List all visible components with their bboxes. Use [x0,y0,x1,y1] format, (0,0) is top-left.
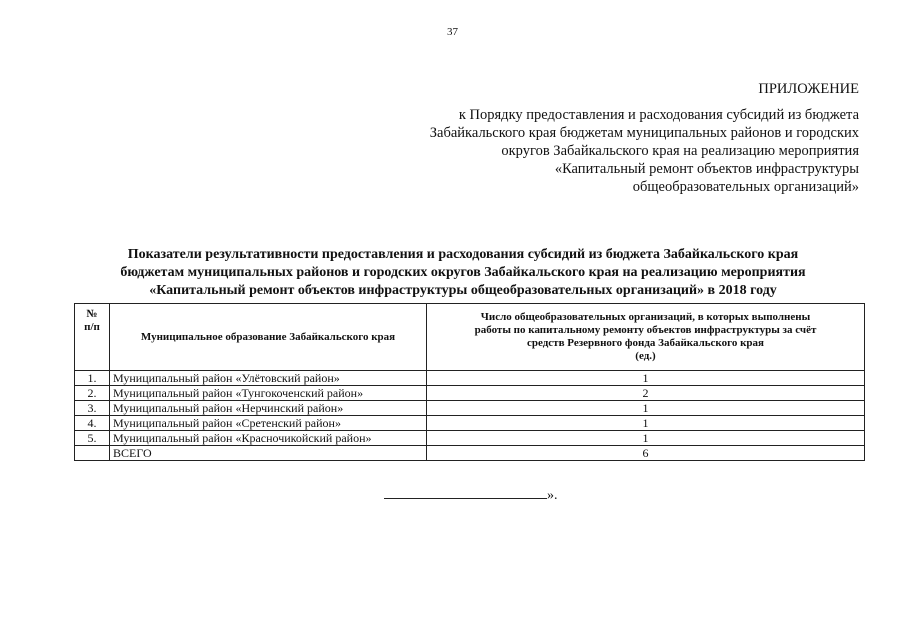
row-municipality: Муниципальный район «Сретенский район» [110,416,427,431]
document-title-line: Показатели результативности предоставления и расходования субсидий из бюджета Забайкальского края [127,247,799,262]
total-label: ВСЕГО [110,446,427,461]
appendix-line: Забайкальского края бюджетам муниципальных районов и городских [429,125,859,141]
row-municipality: Муниципальный район «Красночикойский район» [110,431,427,446]
table-header-row [75,304,865,371]
row-count: 1 [427,431,865,446]
row-number: 5. [75,431,110,446]
table-row [75,431,865,446]
appendix-block [359,80,859,196]
row-count: 1 [427,371,865,386]
row-count: 1 [427,416,865,431]
header-count-line: работы по капитальному ремонту объектов инфраструктуры за счёт [474,324,817,336]
document-title-line: «Капитальный ремонт объектов инфраструктуры общеобразовательных организаций» в 2018 году [149,283,777,298]
row-municipality: Муниципальный район «Нерчинский район» [110,401,427,416]
closing-quote: ». [547,488,558,503]
appendix-line: к Порядку предоставления и расходования субсидий из бюджета [458,107,859,123]
table-row [75,386,865,401]
table-row [75,416,865,431]
row-municipality: Муниципальный район «Тунгокоченский район» [110,386,427,401]
header-number-abbr: п/п [84,321,100,333]
signature-underline [384,486,547,499]
appendix-line: округов Забайкальского края на реализацию мероприятия [501,143,859,159]
document-title-line: бюджетам муниципальных районов и городских округов Забайкальского края на реализацию мероприятия [120,265,806,280]
total-number [75,446,110,461]
row-count: 1 [427,401,865,416]
header-count-line: Число общеобразовательных организаций, в которых выполнены [480,311,811,323]
appendix-title: ПРИЛОЖЕНИЕ [758,81,859,97]
header-count-line: средств Резервного фонда Забайкальского края [526,337,765,349]
page-number: 37 [447,26,458,38]
row-municipality: Муниципальный район «Улётовский район» [110,371,427,386]
table-total-row [75,446,865,461]
header-count [427,304,865,371]
row-number: 1. [75,371,110,386]
indicators-table [74,303,865,461]
header-count-line: (ед.) [635,350,656,362]
header-municipality: Муниципальное образование Забайкальского края [110,304,427,371]
header-number [75,304,110,371]
row-number: 2. [75,386,110,401]
closing-line [384,486,558,504]
appendix-line: «Капитальный ремонт объектов инфраструктуры [554,161,859,177]
header-number-symbol: № [86,308,98,320]
table-row [75,371,865,386]
table-row [75,401,865,416]
row-count: 2 [427,386,865,401]
document-title [60,246,866,300]
row-number: 3. [75,401,110,416]
appendix-line: общеобразовательных организаций» [632,179,859,195]
row-number: 4. [75,416,110,431]
total-count: 6 [427,446,865,461]
